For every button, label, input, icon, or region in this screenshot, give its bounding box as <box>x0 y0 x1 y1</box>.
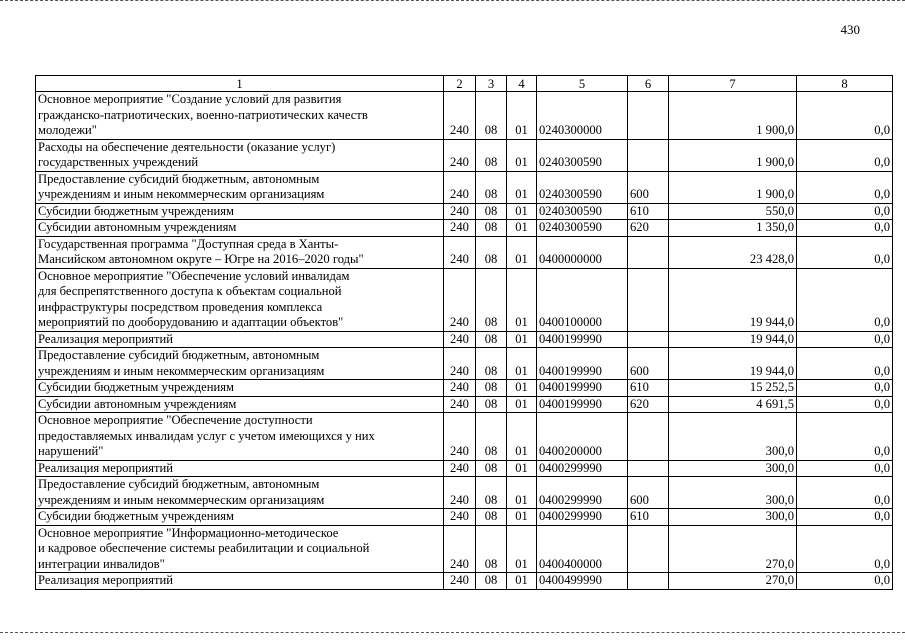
section-cell: 08 <box>476 203 507 220</box>
expense-type-cell: 620 <box>628 396 669 413</box>
section-cell: 08 <box>476 139 507 171</box>
amount-cell: 23 428,0 <box>669 236 797 268</box>
admin-code-cell: 240 <box>444 396 476 413</box>
admin-code-cell: 240 <box>444 477 476 509</box>
item-name-line: Государственная программа "Доступная среда в Ханты- <box>38 236 339 251</box>
item-name-line: Субсидии автономным учреждениям <box>38 396 237 411</box>
amount-change-cell: 0,0 <box>797 92 893 140</box>
header-cell: 6 <box>628 76 669 92</box>
subsection-cell: 01 <box>507 268 537 331</box>
amount-change-cell: 0,0 <box>797 460 893 477</box>
amount-cell: 19 944,0 <box>669 331 797 348</box>
amount-change-cell: 0,0 <box>797 509 893 526</box>
item-name-line: Основное мероприятие "Обеспечение условий инвалидам <box>38 268 350 283</box>
target-article-cell: 0400199990 <box>537 331 628 348</box>
item-name-line: Предоставление субсидий бюджетным, автономным <box>38 348 320 362</box>
target-article-cell: 0240300590 <box>537 171 628 203</box>
table-row <box>36 203 893 220</box>
item-name-line: Основное мероприятие "Создание условий для развития <box>38 92 342 106</box>
section-cell: 08 <box>476 268 507 331</box>
table-row <box>36 573 893 590</box>
item-name-cell <box>36 509 444 526</box>
expense-type-cell: 620 <box>628 220 669 237</box>
item-name-line: государственных учреждений <box>38 155 199 169</box>
amount-cell: 1 900,0 <box>669 139 797 171</box>
item-name-cell <box>36 171 444 203</box>
subsection-cell: 01 <box>507 396 537 413</box>
item-name-line: учреждениям и иным некоммерческим организациям <box>38 363 325 378</box>
table-row <box>36 236 893 268</box>
expense-type-cell: 600 <box>628 348 669 380</box>
target-article-cell: 0240300590 <box>537 220 628 237</box>
target-article-cell: 0400100000 <box>537 268 628 331</box>
admin-code-cell: 240 <box>444 380 476 397</box>
admin-code-cell: 240 <box>444 509 476 526</box>
amount-change-cell: 0,0 <box>797 139 893 171</box>
expense-type-cell: 600 <box>628 171 669 203</box>
item-name-cell <box>36 477 444 509</box>
item-name-cell <box>36 268 444 331</box>
target-article-cell: 0400400000 <box>537 525 628 573</box>
item-name-line: Субсидии бюджетным учреждениям <box>38 509 234 523</box>
page-number: 430 <box>840 22 860 37</box>
table-row <box>36 509 893 526</box>
subsection-cell: 01 <box>507 413 537 461</box>
item-name-cell <box>36 92 444 140</box>
amount-change-cell: 0,0 <box>797 236 893 268</box>
amount-change-cell: 0,0 <box>797 573 893 590</box>
amount-cell: 300,0 <box>669 477 797 509</box>
target-article-cell: 0240300590 <box>537 203 628 220</box>
header-cell: 3 <box>476 76 507 92</box>
target-article-cell: 0240300000 <box>537 92 628 140</box>
target-article-cell: 0400000000 <box>537 236 628 268</box>
table-row <box>36 268 893 331</box>
table-row <box>36 331 893 348</box>
subsection-cell: 01 <box>507 477 537 509</box>
item-name-cell <box>36 396 444 413</box>
subsection-cell: 01 <box>507 460 537 477</box>
item-name-line: Субсидии бюджетным учреждениям <box>38 203 234 218</box>
item-name-line: Предоставление субсидий бюджетным, автономным <box>38 477 320 491</box>
amount-cell: 550,0 <box>669 203 797 220</box>
expense-type-cell <box>628 268 669 331</box>
item-name-cell <box>36 413 444 461</box>
admin-code-cell: 240 <box>444 525 476 573</box>
item-name-cell <box>36 203 444 220</box>
item-name-line: учреждениям и иным некоммерческим организациям <box>38 187 325 201</box>
amount-change-cell: 0,0 <box>797 203 893 220</box>
admin-code-cell: 240 <box>444 413 476 461</box>
amount-cell: 4 691,5 <box>669 396 797 413</box>
expense-type-cell: 600 <box>628 477 669 509</box>
section-cell: 08 <box>476 236 507 268</box>
amount-change-cell: 0,0 <box>797 413 893 461</box>
table-row <box>36 396 893 413</box>
target-article-cell: 0400199990 <box>537 348 628 380</box>
section-cell: 08 <box>476 573 507 590</box>
item-name-line: Мансийском автономном округе – Югре на 2016–2020 годы" <box>38 252 364 266</box>
item-name-line: интеграции инвалидов" <box>38 556 165 571</box>
amount-cell: 19 944,0 <box>669 268 797 331</box>
admin-code-cell: 240 <box>444 92 476 140</box>
section-cell: 08 <box>476 413 507 461</box>
item-name-cell <box>36 348 444 380</box>
section-cell: 08 <box>476 460 507 477</box>
table-header-row <box>36 76 893 92</box>
expense-type-cell: 610 <box>628 203 669 220</box>
amount-cell: 300,0 <box>669 509 797 526</box>
item-name-line: Основное мероприятие "Обеспечение доступности <box>38 413 313 427</box>
table-row <box>36 220 893 237</box>
subsection-cell: 01 <box>507 92 537 140</box>
item-name-line: Реализация мероприятий <box>38 331 173 346</box>
amount-cell: 300,0 <box>669 460 797 477</box>
table-row <box>36 348 893 380</box>
amount-change-cell: 0,0 <box>797 171 893 203</box>
section-cell: 08 <box>476 92 507 140</box>
subsection-cell: 01 <box>507 171 537 203</box>
amount-change-cell: 0,0 <box>797 268 893 331</box>
subsection-cell: 01 <box>507 380 537 397</box>
section-cell: 08 <box>476 525 507 573</box>
expense-type-cell <box>628 236 669 268</box>
subsection-cell: 01 <box>507 139 537 171</box>
section-cell: 08 <box>476 331 507 348</box>
amount-change-cell: 0,0 <box>797 380 893 397</box>
amount-cell: 270,0 <box>669 573 797 590</box>
admin-code-cell: 240 <box>444 268 476 331</box>
admin-code-cell: 240 <box>444 331 476 348</box>
admin-code-cell: 240 <box>444 236 476 268</box>
target-article-cell: 0400199990 <box>537 396 628 413</box>
subsection-cell: 01 <box>507 525 537 573</box>
subsection-cell: 01 <box>507 203 537 220</box>
table-row <box>36 380 893 397</box>
header-cell: 4 <box>507 76 537 92</box>
amount-cell: 300,0 <box>669 413 797 461</box>
item-name-cell <box>36 380 444 397</box>
item-name-line: молодежи" <box>38 123 97 137</box>
header-cell: 2 <box>444 76 476 92</box>
header-cell: 8 <box>797 76 893 92</box>
expense-type-cell <box>628 460 669 477</box>
section-cell: 08 <box>476 348 507 380</box>
amount-change-cell: 0,0 <box>797 525 893 573</box>
admin-code-cell: 240 <box>444 171 476 203</box>
header-cell: 7 <box>669 76 797 92</box>
admin-code-cell: 240 <box>444 573 476 590</box>
target-article-cell: 0400200000 <box>537 413 628 461</box>
table-row <box>36 460 893 477</box>
item-name-line: Расходы на обеспечение деятельности (оказание услуг) <box>38 139 336 154</box>
target-article-cell: 0400299990 <box>537 509 628 526</box>
item-name-line: Предоставление субсидий бюджетным, автономным <box>38 171 320 186</box>
header-cell: 1 <box>36 76 444 92</box>
amount-change-cell: 0,0 <box>797 477 893 509</box>
item-name-cell <box>36 460 444 477</box>
item-name-cell <box>36 139 444 171</box>
admin-code-cell: 240 <box>444 139 476 171</box>
section-cell: 08 <box>476 220 507 237</box>
section-cell: 08 <box>476 380 507 397</box>
item-name-cell <box>36 236 444 268</box>
expense-type-cell <box>628 413 669 461</box>
amount-cell: 1 900,0 <box>669 92 797 140</box>
item-name-cell <box>36 331 444 348</box>
table-row <box>36 92 893 140</box>
item-name-cell <box>36 573 444 590</box>
item-name-cell <box>36 525 444 573</box>
item-name-cell <box>36 220 444 237</box>
subsection-cell: 01 <box>507 573 537 590</box>
item-name-line: и кадровое обеспечение системы реабилитации и социальной <box>38 541 370 555</box>
admin-code-cell: 240 <box>444 203 476 220</box>
subsection-cell: 01 <box>507 348 537 380</box>
expense-type-cell <box>628 331 669 348</box>
subsection-cell: 01 <box>507 220 537 237</box>
expense-type-cell: 610 <box>628 509 669 526</box>
amount-change-cell: 0,0 <box>797 396 893 413</box>
section-cell: 08 <box>476 171 507 203</box>
expense-type-cell <box>628 92 669 140</box>
section-cell: 08 <box>476 396 507 413</box>
subsection-cell: 01 <box>507 331 537 348</box>
section-cell: 08 <box>476 477 507 509</box>
amount-change-cell: 0,0 <box>797 348 893 380</box>
section-cell: 08 <box>476 509 507 526</box>
table-row <box>36 525 893 573</box>
item-name-line: Реализация мероприятий <box>38 573 173 587</box>
item-name-line: инфраструктуры посредством проведения комплекса <box>38 299 323 314</box>
expense-type-cell: 610 <box>628 380 669 397</box>
item-name-line: мероприятий по дооборудованию и адаптации объектов" <box>38 315 344 329</box>
item-name-line: учреждениям и иным некоммерческим организациям <box>38 492 325 507</box>
subsection-cell: 01 <box>507 509 537 526</box>
item-name-line: предоставляемых инвалидам услуг с учетом имеющихся у них <box>38 428 375 443</box>
expense-type-cell <box>628 139 669 171</box>
table-row <box>36 413 893 461</box>
table-row <box>36 171 893 203</box>
table-row <box>36 139 893 171</box>
target-article-cell: 0240300590 <box>537 139 628 171</box>
scan-top-edge <box>0 0 905 3</box>
expense-type-cell <box>628 573 669 590</box>
budget-table <box>35 75 893 590</box>
item-name-line: Субсидии бюджетным учреждениям <box>38 380 234 394</box>
table-row <box>36 477 893 509</box>
admin-code-cell: 240 <box>444 348 476 380</box>
header-cell: 5 <box>537 76 628 92</box>
item-name-line: нарушений" <box>38 444 104 458</box>
amount-cell: 270,0 <box>669 525 797 573</box>
admin-code-cell: 240 <box>444 220 476 237</box>
subsection-cell: 01 <box>507 236 537 268</box>
target-article-cell: 0400299990 <box>537 477 628 509</box>
item-name-line: Реализация мероприятий <box>38 460 173 475</box>
expense-type-cell <box>628 525 669 573</box>
item-name-line: для беспрепятственного доступа к объектам социальной <box>38 284 342 298</box>
target-article-cell: 0400299990 <box>537 460 628 477</box>
scan-bottom-edge <box>0 632 905 634</box>
target-article-cell: 0400499990 <box>537 573 628 590</box>
item-name-line: Субсидии автономным учреждениям <box>38 220 237 234</box>
amount-cell: 15 252,5 <box>669 380 797 397</box>
amount-cell: 1 350,0 <box>669 220 797 237</box>
admin-code-cell: 240 <box>444 460 476 477</box>
amount-change-cell: 0,0 <box>797 220 893 237</box>
amount-change-cell: 0,0 <box>797 331 893 348</box>
amount-cell: 1 900,0 <box>669 171 797 203</box>
target-article-cell: 0400199990 <box>537 380 628 397</box>
amount-cell: 19 944,0 <box>669 348 797 380</box>
item-name-line: Основное мероприятие "Информационно-методическое <box>38 525 339 540</box>
item-name-line: гражданско-патриотических, военно-патриотических качеств <box>38 107 368 122</box>
